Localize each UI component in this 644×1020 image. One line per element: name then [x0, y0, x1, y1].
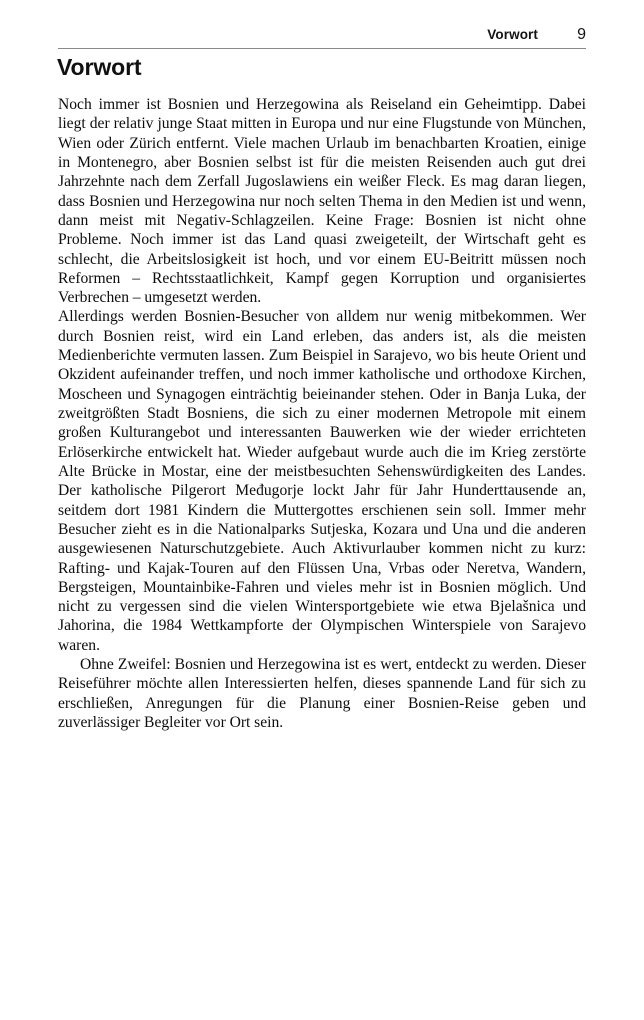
header-divider — [58, 48, 586, 49]
running-header — [58, 26, 586, 48]
body-text — [58, 95, 586, 732]
paragraph: Noch immer ist Bosnien und Herzegowina als Reiseland ein Geheimtipp. Dabei liegt der relativ junge Staat mitten in Europa und nur eine Flugstunde von München, Wien oder Zürich entfernt. Viele machen Urlaub im benachbarten Kroatien, einige in Montenegro, aber Bosnien selbst ist für die meisten Reisenden auch gut drei Jahrzehnte nach dem Zerfall Jugoslawiens ein weißer Fleck. Es mag daran liegen, dass Bosnien und Herzegowina nur noch selten Thema in den Medien ist und wenn, dann meist mit Negativ-Schlagzeilen. Keine Frage: Bosnien ist nicht ohne Probleme. Noch immer ist das Land quasi zweigeteilt, der Wirtschaft geht es schlecht, die Arbeitslosigkeit ist hoch, und vor einem EU-Beitritt müssen noch Reformen – Rechtsstaatlichkeit, Kampf gegen Korruption und organisiertes Verbrechen – umgesetzt werden. — [58, 96, 586, 307]
running-header-title: Vorwort — [487, 27, 538, 42]
paragraph: Ohne Zweifel: Bosnien und Herzegowina ist es wert, entdeckt zu werden. Dieser Reiseführer möchte allen Interessierten helfen, dieses spannende Land für sich zu erschließen, Anregungen für die Planung einer Bosnien-Reise geben und zuverlässiger Begleiter vor Ort sein. — [58, 656, 586, 731]
paragraph: Allerdings werden Bosnien-Besucher von alldem nur wenig mitbekommen. Wer durch Bosnien reist, wird ein Land erleben, das anders ist, als die meisten Medienberichte vermuten lassen. Zum Beispiel in Sarajevo, wo bis heute Orient und Okzident aufeinander treffen, und noch immer katholische und orthodoxe Kirchen, Moscheen und Synagogen einträchtig beieinander stehen. Oder in Banja Luka, der zweitgrößten Stadt Bosniens, die sich zu einer modernen Metropole mit einem großen Kulturangebot und interessanten Bauwerken wie der wieder errichteten Erlöserkirche entwickelt hat. Wieder aufgebaut wurde auch die im Krieg zerstörte Alte Brücke in Mostar, eine der meistbesuchten Sehenswürdigkeiten des Landes. Der katholische Pilgerort Međugorje lockt Jahr für Jahr Hunderttausende an, seitdem dort 1981 Kindern die Muttergottes erschienen sein soll. Immer mehr Besucher zieht es in die Nationalparks Sutjeska, Kozara und Una und die anderen ausgewiesenen Naturschutzgebiete. Auch Aktivurlauber kommen nicht zu kurz: Rafting- und Kajak-Touren auf den Flüssen Una, Vrbas oder Neretva, Wandern, Bergsteigen, Mountainbike-Fahren und vieles mehr ist in Bosnien möglich. Und nicht zu vergessen sind die vielen Wintersportgebiete wie etwa Bjelašnica und Jahorina, die 1984 Wettkampforte der Olympischen Winterspiele von Sarajevo waren. — [58, 308, 586, 654]
page-number: 9 — [577, 26, 586, 43]
page-title: Vorwort — [57, 54, 142, 80]
